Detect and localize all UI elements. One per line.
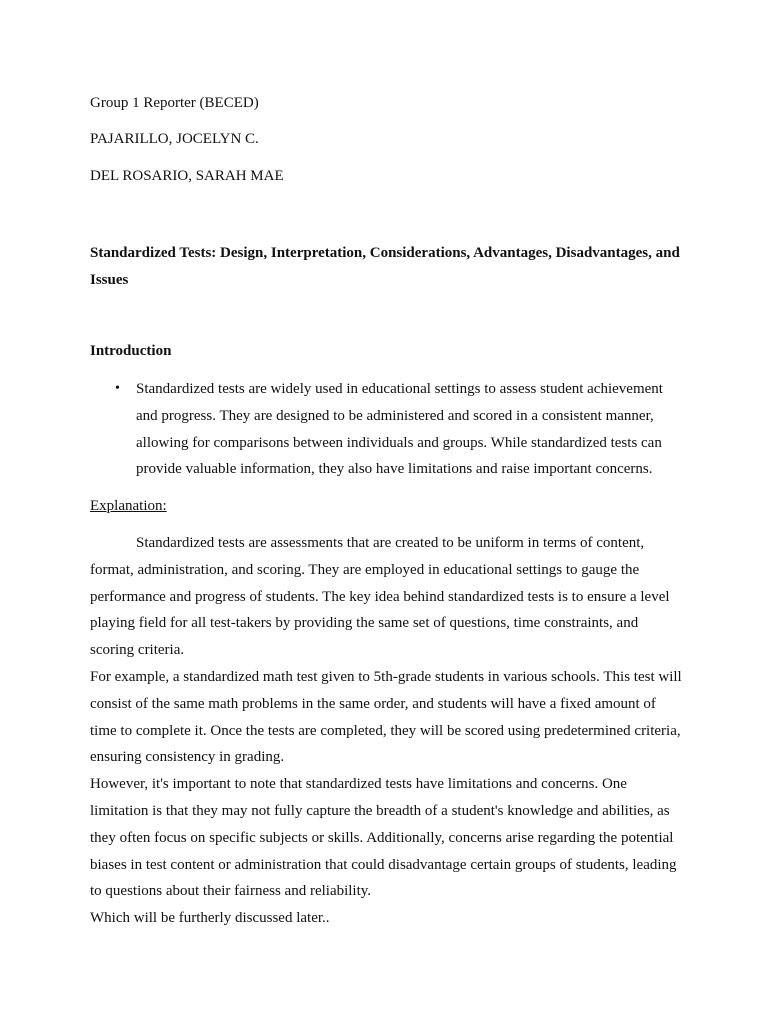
- paragraph: However, it's important to note that standardized tests have limitations and concerns. One limitation is that they may not fully capture the breadth of a student's knowledge and abilities, as they often focus on specific subjects or skills. Additionally, concerns arise regarding the potential biases in test content or administration that could disadvantage certain groups of students, leading to questions about their fairness and reliability.: [90, 776, 677, 900]
- reporter-name-1: PAJARILLO, JOCELYN C.: [90, 131, 259, 147]
- bullet-icon: •: [115, 381, 120, 396]
- paragraph: Which will be furtherly discussed later..: [90, 910, 330, 927]
- paragraph: Standardized tests are assessments that are created to be uniform in terms of content, format, administration, and scoring. They are employed in educational settings to gauge the performance and progress of students. The key idea behind standardized tests is to ensure a level playing field for all test-takers by providing the same set of questions, time constraints, and scoring criteria.: [90, 535, 670, 659]
- introduction-bullet-list: [90, 376, 680, 483]
- reporter-name-2: DEL ROSARIO, SARAH MAE: [90, 168, 284, 184]
- explanation-label: Explanation:: [90, 498, 167, 514]
- list-item: [90, 376, 680, 483]
- document-title: Standardized Tests: Design, Interpretation, Considerations, Advantages, Disadvantages, and Issues: [90, 245, 680, 288]
- group-reporter-line: Group 1 Reporter (BECED): [90, 95, 259, 111]
- paragraph: For example, a standardized math test given to 5th-grade students in various schools. This test will consist of the same math problems in the same order, and students will have a fixed amount of time to complete it. Once the tests are completed, they will be scored using predetermined criteria, ensuring consistency in grading.: [90, 668, 682, 766]
- bullet-text: Standardized tests are widely used in educational settings to assess student achievement and progress. They are designed to be administered and scored in a consistent manner, allowing for comparisons between individuals and groups. While standardized tests can provide valuable information, they also have limitations and raise important concerns.: [136, 381, 663, 478]
- explanation-body: [90, 530, 682, 932]
- introduction-heading: Introduction: [90, 343, 172, 359]
